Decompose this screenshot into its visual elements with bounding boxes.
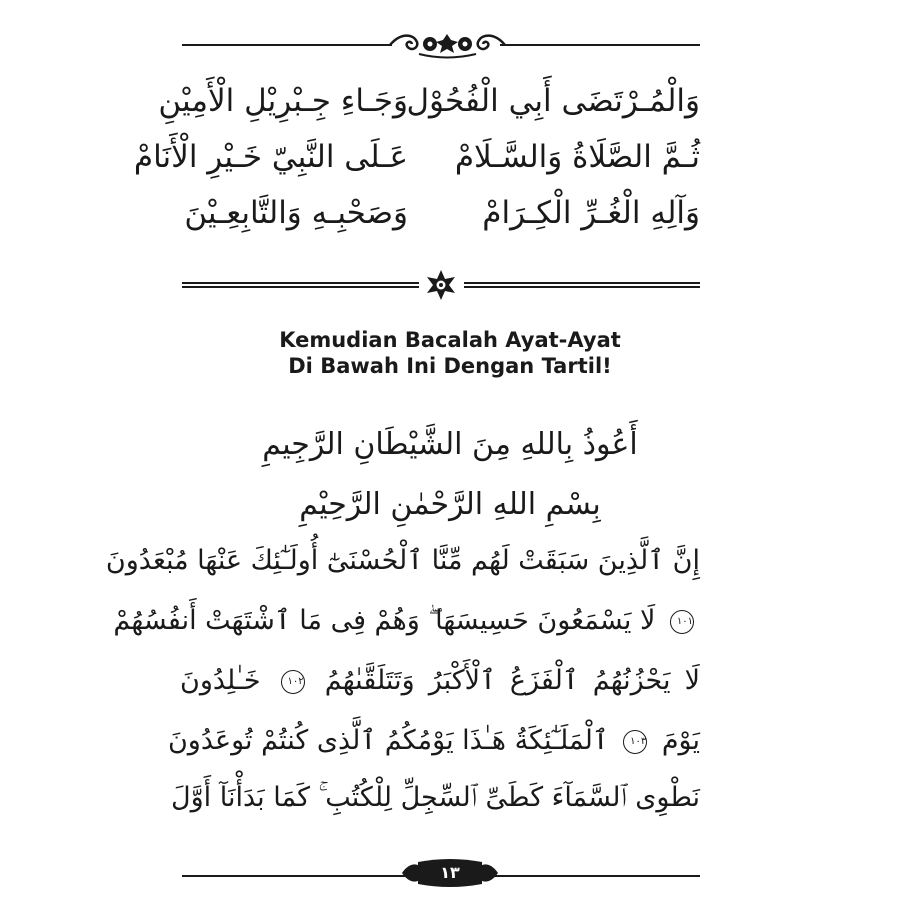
instruction-heading-line-2: Di Bawah Ini Dengan Tartil! [288,354,612,378]
poem-row-3-left: وَصَحْبِـهِ وَالتَّابِعِـيْنَ [184,195,408,231]
page-number-badge [400,858,500,888]
verse-text: يَوْمَ [661,725,700,756]
page-number: ١٣ [440,863,460,882]
taawudz: أَعُوذُ بِاللهِ مِنَ الشَّيْطَانِ الرَّجِيمِ [262,427,638,462]
poem-row-1-left: وَجَـاءِ جِـبْرِيْلِ الْأَمِيْنِ [158,83,408,119]
verse-text: نَطْوِى ٱلسَّمَآءَ كَطَىِّ ٱلسِّجِلِّ لِلْكُتُبِ ۚ كَمَا بَدَأْنَآ أَوَّلَ [171,782,700,813]
instruction-heading-line-1: Kemudian Bacalah Ayat-Ayat [279,328,621,352]
bottom-rule-right [493,875,700,877]
verse-text: ٱلْمَلَـٰٓئِكَةُ هَـٰذَا يَوْمُكُمُ ٱلَّذِى كُنتُمْ تُوعَدُونَ [167,725,609,756]
top-rule-left [182,44,392,46]
verse-text: إِنَّ ٱلَّذِينَ سَبَقَتْ لَهُم مِّنَّا ٱلْحُسْنَىٰٓ أُولَـٰٓئِكَ عَنْهَا مُبْعَدُونَ [105,545,700,576]
verse-line-5 [171,782,700,813]
ayah-number-101: ١٠١ [670,610,694,634]
ayah-number-102: ١٠٢ [281,670,305,694]
divider-left [182,282,419,288]
verse-line-1 [105,545,700,576]
poem-row-2-right: ثُـمَّ الصَّلَاةُ وَالسَّـلَامْ [454,139,700,175]
ayah-number-103: ١٠٣ [623,730,647,754]
verse-line-2 [113,605,700,636]
verse-text: لَا يَحْزُنُهُمُ ٱلْفَزَعُ ٱلْأَكْبَرُ وَتَتَلَقَّىٰهُمُ [324,665,700,696]
poem-row-3-right: وَآلِهِ الْغُـرِّ الْكِـرَامْ [482,195,700,231]
divider-star-icon [421,269,461,301]
bottom-rule-left [182,875,407,877]
top-rule-right [500,44,700,46]
verse-text: لَا يَسْمَعُونَ حَسِيسَهَا ۖ وَهُمْ فِى مَا ٱشْتَهَتْ أَنفُسُهُمْ [113,605,656,636]
basmalah: بِسْمِ اللهِ الرَّحْمٰنِ الرَّحِيْمِ [299,487,601,522]
verse-text: خَـٰلِدُونَ [180,665,261,696]
verse-line-3 [180,667,700,694]
verse-line-4 [167,725,700,756]
poem-row-1-right: وَالْمُـرْتَضَى أَبِي الْفُحُوْل [406,83,700,119]
divider-right [464,282,700,288]
poem-row-2-left: عَـلَى النَّبِيّ خَـيْرِ الْأَنَامْ [133,139,408,175]
top-ornament-icon [385,28,510,62]
